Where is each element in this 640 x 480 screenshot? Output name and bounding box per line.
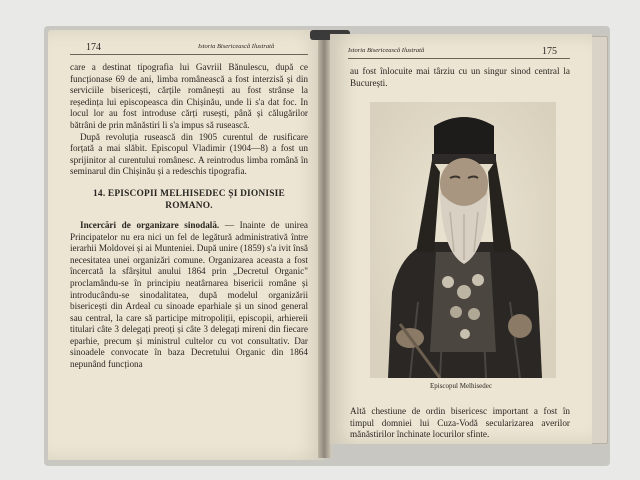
right-page [330,34,592,444]
left-page-body [70,62,308,371]
right-running-head: Istoria Bisericească Ilustrată [348,47,425,54]
right-header-rule [348,58,570,59]
left-header-rule [70,54,308,55]
left-running-head: Istoria Bisericească Ilustrată [198,43,275,50]
left-page [48,30,324,460]
left-paragraph-1: care a destinat tipografia lui Gavriil Bănulescu, după ce funcționase 69 de ani, limba românească a fost interzisă și din serviciile bisericești, cărțile românești au fost strânse la reședința lui episcopeasca din Chișinău, unde li s'a dat foc. In locul lor au fost introduse cărți rusești, până și călugărilor bătrâni de prin mănăstiri li s'a impus să rusească. [70,62,308,130]
book-cover-edge [590,36,608,444]
portrait-caption: Episcopul Melhisedec [429,382,492,390]
right-bottom-text [350,406,570,441]
portrait-image [370,102,556,378]
subsection-title: Incercări de organizare sinodală. [80,219,220,230]
left-page-number: 174 [86,42,101,53]
left-paragraph-3-text: — Inainte de unirea Principatelor nu era nici un fel de legătură administrativă între ierarhii Moldovei și ai Munteniei. După unire (1859) s'a ivit însă necesitatea unei organizări comune. Organizarea aceasta a fost încercată la sfârșitul anului 1864 prin „Decretul Organic" proclamându-se în principiu neatârnarea bisericii române și introducându-se sinodalitatea, după modelul organizării bisericești din Ardeal cu sinoade eparhiale și un sinod general sau central, la care să participe mitropoliții, episcopii, arhiereii titulari câte 3 delegați preoți și câte 3 delegați mireni din fiecare eparhie, precum și ministrul cultelor cu vot consultativ. Dar sinoadele convocate în baza Decretului Organic din 1864 nepunând funcționa [70,219,308,370]
right-top-text: au fost înlocuite mai târziu cu un singur sinod central la București. [350,66,570,88]
section-title: 14. EPISCOPII MELHISEDEC ȘI DIONISIE ROMANO. [93,188,285,211]
left-paragraph-2: După revoluția rusească din 1905 curentul de rusificare forțată a mai slăbit. Episcopul Vladimir (1904—8) a fost un sprijinitor al curentului românesc. A reintrodus limba română în seminarul din Chișinău și a redeschis tipografia. [70,131,308,177]
left-paragraph-3 [70,220,308,371]
right-page-number: 175 [542,46,557,57]
right-bottom-paragraph: Altă chestiune de ordin bisericesc important a fost în timpul domniei lui Cuza-Vodă secularizarea averilor mănăstirilor închinate locurilor sfinte. [350,406,570,440]
